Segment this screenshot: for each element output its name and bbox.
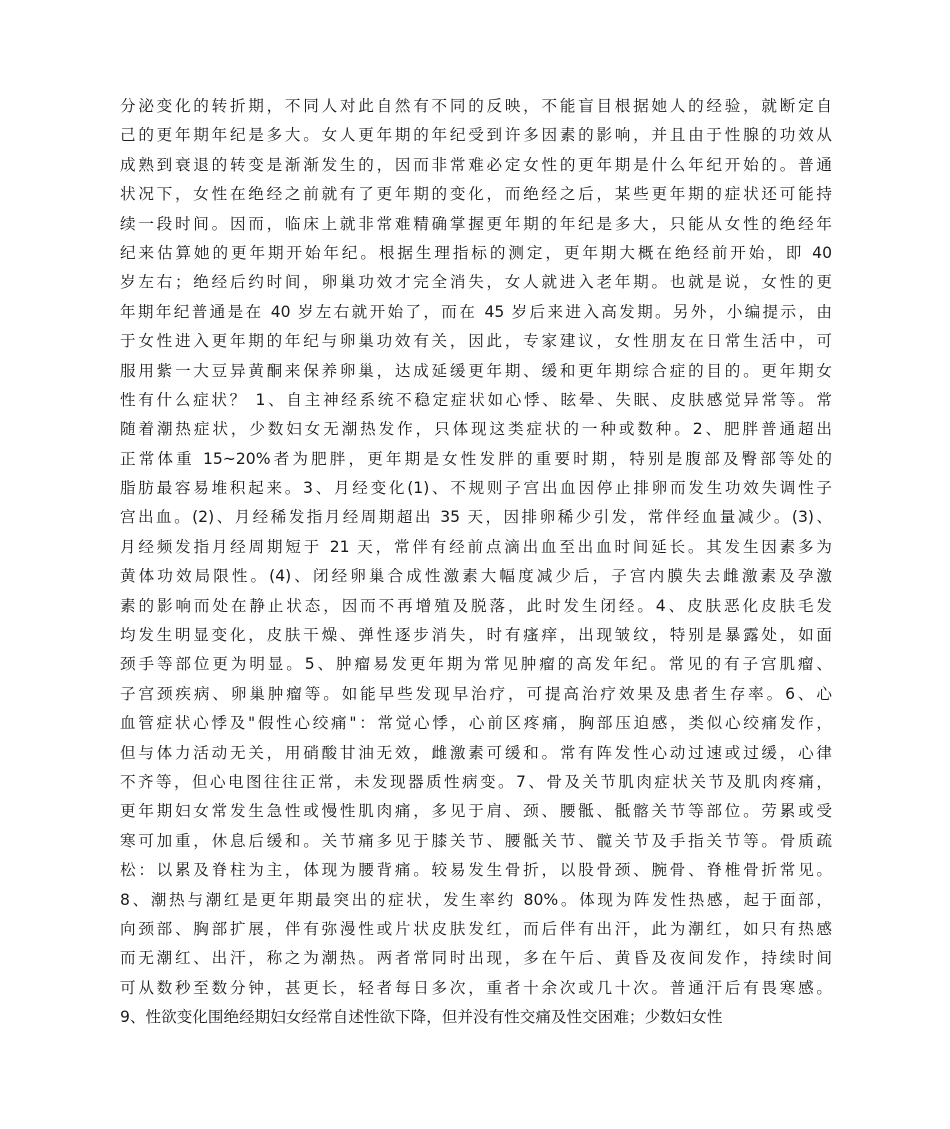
- text-line: 可从数秒至数分钟，甚更长，轻者每日多次，重者十余次或几十次。普通汗后有畏寒感。: [120, 978, 832, 997]
- text-line: 月经频发指月经周期短于 21 天，常伴有经前点滴出血至出血时间延长。其发生因素多为: [120, 537, 832, 556]
- text-line: 随着潮热症状，少数妇女无潮热发作，只体现这类症状的一种或数种。2、肥胖普通超出: [120, 420, 832, 439]
- text-line: 寒可加重，休息后缓和。关节痛多见于膝关节、腰骶关节、髋关节及手指关节等。骨质疏: [120, 831, 832, 850]
- text-line: 分泌变化的转折期，不同人对此自然有不同的反映，不能盲目根据她人的经验，就断定自: [120, 97, 832, 115]
- text-line: 状况下，女性在绝经之前就有了更年期的变化，而绝经之后，某些更年期的症状还可能持: [120, 185, 832, 204]
- text-line: 向颈部、胸部扩展，伴有弥漫性或片状皮肤发红，而后伴有出汗，此为潮红，如只有热感: [120, 919, 832, 938]
- text-line: 更年期妇女常发生急性或慢性肌肉痛，多见于肩、颈、腰骶、骶髂关节等部位。劳累或受: [120, 802, 832, 821]
- text-line: 9、性欲变化围绝经期妇女经常自述性欲下降，但并没有性交痛及性交困难；少数妇女性: [120, 1008, 723, 1027]
- text-line: 子宫颈疾病、卵巢肿瘤等。如能早些发现早治疗，可提高治疗效果及患者生存率。6、心: [120, 684, 832, 703]
- text-line: 松：以累及脊柱为主，体现为腰背痛。较易发生骨折，以股骨颈、腕骨、脊椎骨折常见。: [120, 861, 832, 880]
- text-line: 岁左右；绝经后约时间，卵巢功效才完全消失，女人就进入老年期。也就是说，女性的更: [120, 273, 832, 292]
- text-line: 8、潮热与潮红是更年期最突出的症状，发生率约 80%。体现为阵发性热感，起于面部，: [120, 890, 832, 909]
- text-line: 而无潮红、出汗，称之为潮热。两者常同时出现，多在午后、黄昏及夜间发作，持续时间: [120, 949, 832, 968]
- text-line: 纪来估算她的更年期开始年纪。根据生理指标的测定，更年期大概在绝经前开始，即 40: [120, 243, 832, 262]
- text-line: 均发生明显变化，皮肤干燥、弹性逐步消失，时有瘙痒，出现皱纹，特别是暴露处，如面: [120, 626, 832, 645]
- text-line: 黄体功效局限性。(4)、闭经卵巢合成性激素大幅度减少后，子宫内膜失去雌激素及孕激: [120, 567, 832, 586]
- document-body: [120, 92, 832, 1033]
- text-line: 于女性进入更年期的年纪与卵巢功效有关，因此，专家建议，女性朋友在日常生活中，可: [120, 332, 832, 351]
- text-line: 但与体力活动无关，用硝酸甘油无效，雌激素可缓和。常有阵发性心动过速或过缓，心律: [120, 743, 832, 762]
- text-line: 成熟到衰退的转变是渐渐发生的，因而非常难必定女性的更年期是什么年纪开始的。普通: [120, 155, 832, 174]
- text-line: 续一段时间。因而，临床上就非常难精确掌握更年期的年纪是多大，只能从女性的绝经年: [120, 214, 832, 233]
- text-line: 宫出血。(2)、月经稀发指月经周期超出 35 天，因排卵稀少引发，常伴经血量减少。(3)、: [120, 508, 832, 527]
- text-line: 不齐等，但心电图往往正常，未发现器质性病变。7、骨及关节肌肉症状关节及肌肉疼痛，: [120, 772, 832, 791]
- text-line: 己的更年期年纪是多大。女人更年期的年纪受到许多因素的影响，并且由于性腺的功效从: [120, 126, 832, 145]
- text-line: 脂肪最容易堆积起来。3、月经变化(1)、不规则子宫出血因停止排卵而发生功效失调性子: [120, 479, 832, 498]
- text-line: 性有什么症状？ 1、自主神经系统不稳定症状如心悸、眩晕、失眠、皮肤感觉异常等。常: [120, 390, 832, 409]
- text-line: 服用紫一大豆异黄酮来保养卵巢，达成延缓更年期、缓和更年期综合症的目的。更年期女: [120, 361, 832, 380]
- text-line: 颈手等部位更为明显。5、肿瘤易发更年期为常见肿瘤的高发年纪。常见的有子宫肌瘤、: [120, 655, 832, 674]
- text-line: 正常体重 15~20%者为肥胖，更年期是女性发胖的重要时期，特别是腹部及臀部等处的: [120, 449, 832, 468]
- text-line: 年期年纪普通是在 40 岁左右就开始了，而在 45 岁后来进入高发期。另外，小编提示，由: [120, 302, 832, 321]
- text-line: 血管症状心悸及"假性心绞痛"：常觉心悸，心前区疼痛，胸部压迫感，类似心绞痛发作，: [120, 714, 832, 733]
- text-line: 素的影响而处在静止状态，因而不再增殖及脱落，此时发生闭经。4、皮肤恶化皮肤毛发: [120, 596, 832, 615]
